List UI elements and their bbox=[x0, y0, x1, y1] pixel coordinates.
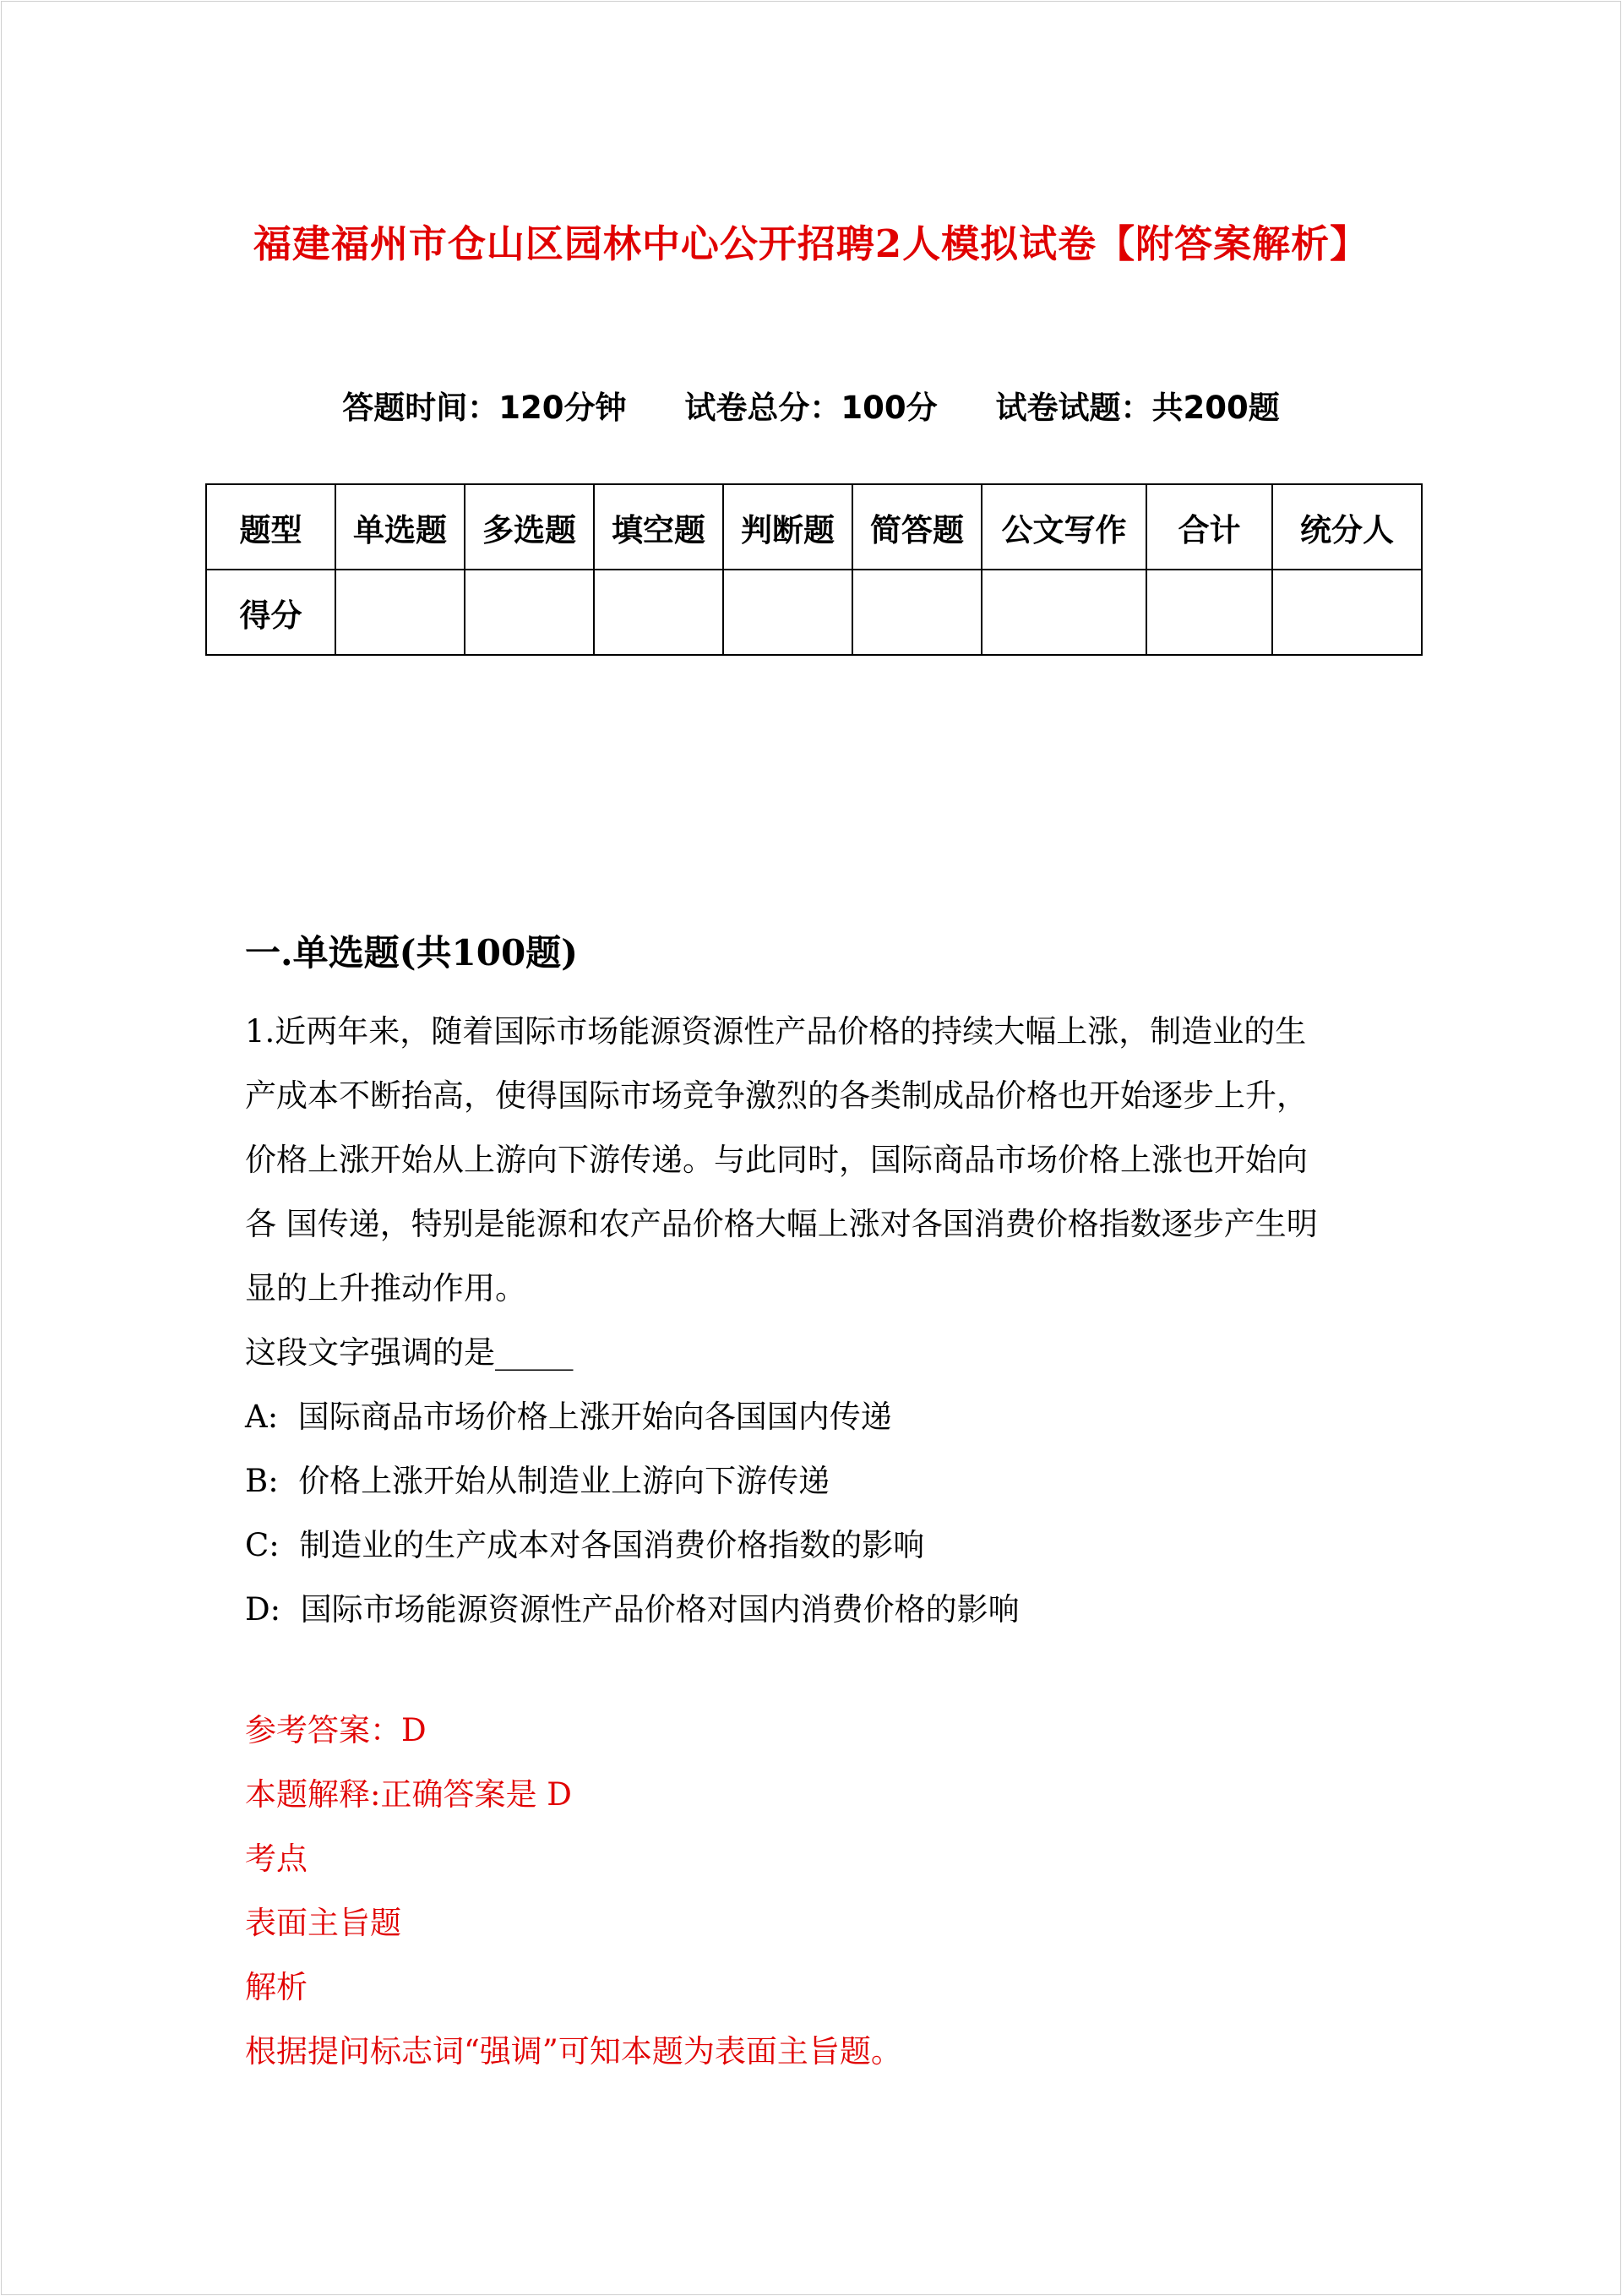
header-cell: 单选题 bbox=[335, 484, 465, 570]
answer-block bbox=[245, 1699, 902, 2084]
exam-total-score: 试卷总分：100分 bbox=[684, 390, 938, 426]
header-cell: 判断题 bbox=[723, 484, 852, 570]
answer-explanation: 本题解释:正确答案是 D bbox=[245, 1776, 572, 1813]
header-cell: 题型 bbox=[206, 484, 335, 570]
score-table-header-row bbox=[206, 484, 1422, 570]
score-cell[interactable] bbox=[335, 570, 465, 655]
score-cell[interactable] bbox=[1146, 570, 1272, 655]
header-cell: 统分人 bbox=[1272, 484, 1422, 570]
reference-answer: 参考答案：D bbox=[245, 1712, 427, 1748]
header-cell: 简答题 bbox=[852, 484, 982, 570]
score-cell[interactable] bbox=[852, 570, 982, 655]
score-cell[interactable] bbox=[982, 570, 1146, 655]
header-cell: 填空题 bbox=[594, 484, 723, 570]
header-cell: 公文写作 bbox=[982, 484, 1146, 570]
score-cell[interactable] bbox=[594, 570, 723, 655]
option-c[interactable]: C: 制造业的生产成本对各国消费价格指数的影响 bbox=[245, 1527, 925, 1563]
question-prompt: 这段文字强调的是_____ bbox=[245, 1334, 574, 1371]
row-label: 得分 bbox=[206, 570, 335, 655]
score-cell[interactable] bbox=[1272, 570, 1422, 655]
exam-meta bbox=[0, 382, 1622, 428]
page-title: 福建福州市仓山区园林中心公开招聘2人模拟试卷【附答案解析】 bbox=[253, 221, 1369, 266]
point-label: 考点 bbox=[245, 1841, 308, 1877]
score-cell[interactable] bbox=[465, 570, 594, 655]
question-line: 价格上涨开始从上游向下游传递。与此同时，国际商品市场价格上涨也开始向 bbox=[245, 1142, 1308, 1178]
question-line: 1.近两年来，随着国际市场能源资源性产品价格的持续大幅上涨，制造业的生 bbox=[245, 1013, 1307, 1050]
score-cell[interactable] bbox=[723, 570, 852, 655]
option-b[interactable]: B: 价格上涨开始从制造业上游向下游传递 bbox=[245, 1463, 830, 1499]
question-line: 产成本不断抬高，使得国际市场竞争激烈的各类制成品价格也开始逐步上升， bbox=[245, 1077, 1308, 1114]
analysis-label: 解析 bbox=[245, 1969, 308, 2005]
question-1 bbox=[245, 1000, 1394, 1642]
point-value: 表面主旨题 bbox=[245, 1905, 401, 1941]
option-d[interactable]: D: 国际市场能源资源性产品价格对国内消费价格的影响 bbox=[245, 1591, 1020, 1628]
section-heading: 一.单选题(共100题) bbox=[245, 932, 579, 973]
analysis-text: 根据提问标志词“强调”可知本题为表面主旨题。 bbox=[245, 2033, 902, 2070]
question-line: 显的上升推动作用。 bbox=[245, 1270, 526, 1306]
question-line: 各 国传递，特别是能源和农产品价格大幅上涨对各国消费价格指数逐步产生明 bbox=[245, 1206, 1318, 1242]
header-cell: 多选题 bbox=[465, 484, 594, 570]
exam-time: 答题时间：120分钟 bbox=[342, 390, 627, 426]
score-table bbox=[205, 483, 1423, 656]
header-cell: 合计 bbox=[1146, 484, 1272, 570]
score-table-score-row bbox=[206, 570, 1422, 655]
exam-question-count: 试卷试题：共200题 bbox=[995, 390, 1280, 426]
option-a[interactable]: A: 国际商品市场价格上涨开始向各国国内传递 bbox=[245, 1399, 892, 1435]
